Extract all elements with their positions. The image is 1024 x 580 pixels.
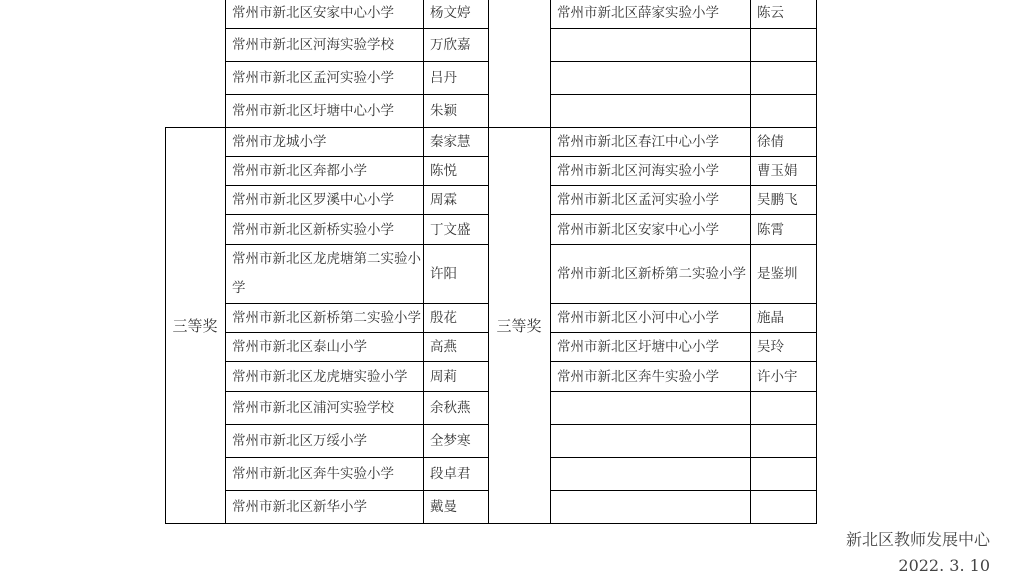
right-teacher-cell: [751, 491, 816, 523]
left-teacher-cell: 朱颖: [430, 103, 457, 119]
right-teacher-cell: 施晶: [757, 310, 784, 326]
left-school-cell: 常州市新北区新桥实验小学: [232, 221, 394, 238]
left-teacher-cell: 余秋燕: [430, 400, 471, 416]
left-school-cell: 常州市新北区新华小学: [232, 499, 367, 515]
right-school-cell: 常州市新北区奔牛实验小学: [557, 368, 719, 385]
left-award-label: 三等奖: [172, 316, 218, 335]
left-school-cell: 常州市新北区万绥小学: [232, 433, 367, 449]
left-school-cell: 常州市龙城小学: [232, 134, 327, 150]
right-school-cell: 常州市新北区圩塘中心小学: [557, 339, 719, 355]
left-teacher-cell: 杨文婷: [430, 4, 471, 21]
left-school-cell: 常州市新北区龙虎塘实验小学: [232, 368, 408, 385]
right-school-cell: 常州市新北区孟河实验小学: [557, 192, 719, 208]
right-teacher-cell: 许小宇: [757, 368, 798, 385]
right-teacher-cell: 陈云: [757, 4, 784, 21]
left-teacher-cell: 陈悦: [430, 163, 457, 179]
footer-date: 2022. 3. 10: [898, 556, 990, 575]
right-school-cell: 常州市新北区小河中心小学: [557, 310, 719, 326]
right-row-rule: [488, 523, 817, 524]
right-teacher-cell: 曹玉娟: [757, 163, 798, 179]
left-school-cell: 常州市新北区孟河实验小学: [232, 70, 394, 86]
left-teacher-cell: 周莉: [430, 368, 457, 385]
right-teacher-cell: [751, 425, 816, 457]
left-teacher-cell: 高燕: [430, 339, 457, 355]
left-school-cell: 常州市新北区龙虎塘第二实验小学: [232, 251, 421, 296]
left-school-cell: 常州市新北区圩塘中心小学: [232, 103, 394, 119]
right-school-cell: 常州市新北区新桥第二实验小学: [557, 266, 746, 282]
left-teacher-cell: 全梦寒: [430, 433, 471, 449]
footer-organization: 新北区教师发展中心: [845, 530, 990, 549]
left-teacher-cell: 丁文盛: [430, 221, 471, 238]
left-school-cell: 常州市新北区新桥第二实验小学: [232, 310, 421, 326]
left-teacher-cell: 秦家慧: [430, 134, 471, 150]
left-school-cell: 常州市新北区奔牛实验小学: [232, 466, 394, 482]
right-outer-border: [816, 0, 817, 524]
left-school-cell: 常州市新北区河海实验学校: [232, 37, 394, 53]
right-award-label: 三等奖: [496, 316, 542, 335]
right-school-cell: [551, 458, 750, 490]
right-school-cell: [551, 95, 750, 127]
right-school-cell: 常州市新北区薛家实验小学: [557, 4, 719, 21]
left-teacher-cell: 段卓君: [430, 466, 471, 482]
right-teacher-cell: [751, 392, 816, 424]
right-teacher-cell: 徐倩: [757, 134, 784, 150]
right-school-cell: [551, 425, 750, 457]
right-school-cell: [551, 491, 750, 523]
right-teacher-cell: 吴玲: [757, 339, 784, 355]
right-teacher-cell: [751, 95, 816, 127]
right-school-cell: [551, 392, 750, 424]
left-school-cell: 常州市新北区浦河实验学校: [232, 400, 394, 416]
left-teacher-cell: 戴曼: [430, 499, 457, 515]
left-school-cell: 常州市新北区罗溪中心小学: [232, 192, 394, 208]
right-teacher-cell: 陈霄: [757, 221, 784, 238]
right-teacher-cell: 是鉴圳: [757, 266, 798, 282]
left-teacher-cell: 许阳: [430, 266, 457, 282]
left-teacher-cell: 殷花: [430, 310, 457, 326]
right-teacher-cell: [751, 62, 816, 94]
right-teacher-cell: [751, 29, 816, 61]
right-teacher-cell: [751, 458, 816, 490]
right-school-cell: 常州市新北区安家中心小学: [557, 221, 719, 238]
left-school-cell: 常州市新北区泰山小学: [232, 339, 367, 355]
left-school-cell: 常州市新北区奔都小学: [232, 163, 367, 179]
right-school-cell: [551, 29, 750, 61]
left-row-rule: [165, 523, 489, 524]
right-school-cell: 常州市新北区河海实验小学: [557, 163, 719, 179]
left-teacher-cell: 万欣嘉: [430, 37, 471, 53]
right-school-cell: [551, 62, 750, 94]
left-school-cell: 常州市新北区安家中心小学: [232, 4, 394, 21]
right-school-cell: 常州市新北区春江中心小学: [557, 134, 719, 150]
left-teacher-cell: 吕丹: [430, 70, 457, 86]
left-teacher-cell: 周霖: [430, 192, 457, 208]
right-teacher-cell: 吴鹏飞: [757, 192, 798, 208]
